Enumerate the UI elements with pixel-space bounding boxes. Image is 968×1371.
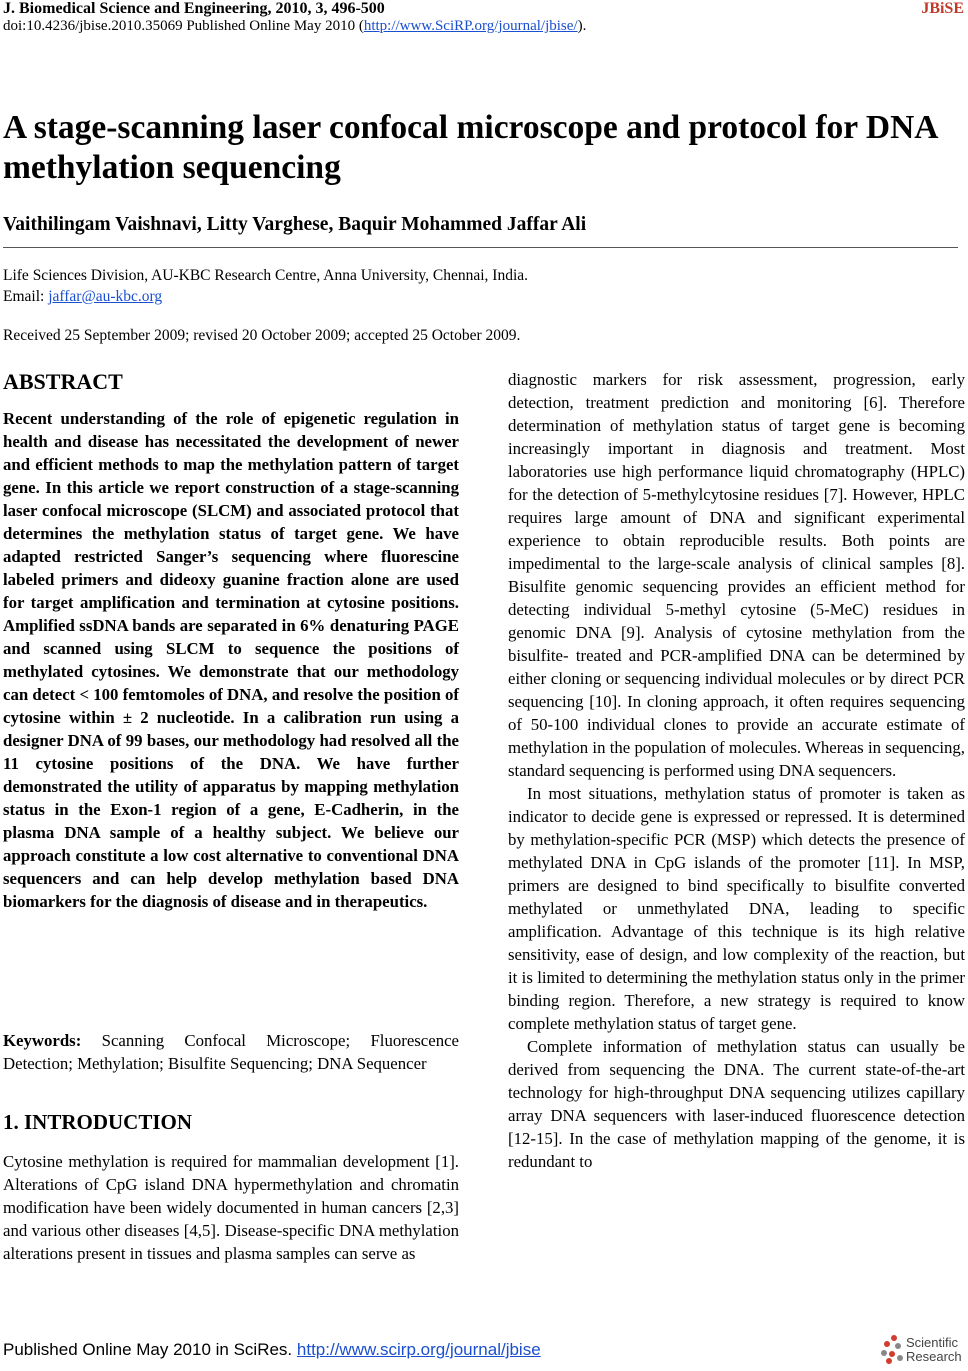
doi-suffix: ).: [577, 18, 587, 34]
affiliation-block: [3, 265, 528, 307]
logo-text: [906, 1336, 962, 1364]
keywords-label: Keywords:: [3, 1031, 82, 1050]
email-label: Email:: [3, 288, 49, 305]
received-dates: Received 25 September 2009; revised 20 October 2009; accepted 25 October 2009.: [3, 327, 521, 344]
right-paragraph-1: diagnostic markers for risk assessment, progression, early detection, treatment prediction and monitoring [6]. Therefore determination of methylation status of target gene is becoming increasingly important in diagnosis and treatment. Most laboratories use high performance liquid chromatography (HPLC) for the detection of 5-methylcytosine residues [7]. However, HPLC requires large amount of DNA and significant experimental experience to obtain reproducible results. Both points are impedimental to the large-scale analysis of clinical samples [8]. Bisulfite genomic sequencing provides an efficient method for detecting individual 5-methyl cytosine (5-MeC) residues in genomic DNA [9]. Analysis of cytosine methylation from the bisulfite- treated and PCR-amplified DNA can be determined by either cloning or sequencing individual molecules or by direct PCR sequencing [10]. In cloning approach, it often requires sequencing of 50-100 individual clones to provide an accurate estimate of methylation in the population of molecules. Whereas in sequencing, standard sequencing is performed using DNA sequencers.: [508, 370, 965, 780]
email-line: [3, 286, 528, 307]
authors: Vaithilingam Vaishnavi, Litty Varghese, Baquir Mohammed Jaffar Ali: [3, 214, 587, 235]
journal-abbreviation: JBiSE: [921, 0, 964, 17]
abstract-heading: ABSTRACT: [3, 369, 123, 394]
doi-line: [3, 18, 586, 35]
right-paragraph-2: In most situations, methylation status of promoter is taken as indicator to decide gene is expressed or repressed. It is determined by methylation-specific PCR (MSP) which detects the presence of methylated DNA in CpG islands of the promoter [11]. In MSP, primers are designed to bind specifically to bisulfite converted methylated or unmethylated DNA, leading to specific amplification. Advantage of this technique is its high relative sensitivity, ease of design, and low complexity of the reaction, but it is limited to determining the methylation status only in the primer binding region. Therefore, a new strategy is required to know complete methylation status of target gene.: [508, 784, 965, 1033]
right-paragraph-3: Complete information of methylation status can usually be derived from sequencing the DNA. The current state-of-the-art technology for high-throughput DNA sequencing utilizes capillary array DNA sequencers with laser-induced fluorescence detection [12-15]. In the case of methylation mapping of the genome, it is redundant to: [508, 1037, 965, 1171]
journal-link[interactable]: http://www.SciRP.org/journal/jbise/: [363, 18, 578, 34]
affiliation: Life Sciences Division, AU-KBC Research Centre, Anna University, Chennai, India.: [3, 267, 529, 284]
email-link[interactable]: jaffar@au-kbc.org: [48, 288, 163, 305]
logo-dots-icon: [880, 1334, 904, 1364]
abstract-paragraph: Recent understanding of the role of epigenetic regulation in health and disease has necessitated the development of newer and efficient methods to map the methylation pattern of target gene. In this article we report construction of a stage-scanning laser confocal microscope (SLCM) and associated protocol that determines the methylation status of target gene. We have adapted restricted Sanger’s sequencing where fluorescine labeled primers and dideoxy guanine fraction alone are used for target amplification and termination at cytosine positions. Amplified ssDNA bands are separated in 6% denaturing PAGE and scanned using SLCM to sequence the positions of methylated cytosines. We demonstrate that our methodology can detect < 100 femtomoles of DNA, and resolve the position of cytosine within ± 2 nucleotide. In a calibration run using a designer DNA of 99 bases, our methodology had resolved all the 11 cytosine positions of the DNA. We have further demonstrated the utility of apparatus by mapping methylation status in the Exon-1 region of a gene, E-Cadherin, in the plasma DNA sample of a healthy subject. We believe our approach constitute a low cost alternative to conventional DNA sequencers and can help develop methylation based DNA biomarkers for the diagnosis of disease and in therapeutics.: [3, 409, 459, 911]
logo-line-2: Research: [906, 1349, 962, 1364]
introduction-heading: 1. INTRODUCTION: [3, 1110, 193, 1134]
footer: [3, 1340, 541, 1360]
abstract-text: [3, 407, 459, 913]
journal-citation: J. Biomedical Science and Engineering, 2010, 3, 496-500: [3, 0, 385, 17]
intro-paragraph-1: Cytosine methylation is required for mammalian development [1]. Alterations of CpG island DNA hypermethylation and chromatin modification have been widely documented in human cancers [2,3] and various other diseases [4,5]. Disease-specific DNA methylation alterations present in tissues and plasma samples can serve as: [3, 1152, 459, 1263]
logo-line-1: Scientific: [906, 1335, 959, 1350]
doi-prefix: doi:10.4236/jbise.2010.35069 Published Online May 2010 (: [3, 18, 364, 34]
divider: [3, 247, 958, 248]
scientific-research-logo: [880, 1334, 968, 1370]
keywords-text: Scanning Confocal Microscope; Fluorescence Detection; Methylation; Bisulfite Sequencing; DNA Sequencer: [3, 1031, 459, 1073]
right-column: [508, 368, 965, 1173]
keywords-block: [3, 1029, 459, 1075]
introduction-text: [3, 1150, 459, 1265]
paper-title: A stage-scanning laser confocal microscope and protocol for DNA methylation sequencing: [3, 109, 937, 186]
footer-link[interactable]: http://www.scirp.org/journal/jbise: [296, 1340, 541, 1359]
footer-text: Published Online May 2010 in SciRes.: [3, 1340, 297, 1359]
